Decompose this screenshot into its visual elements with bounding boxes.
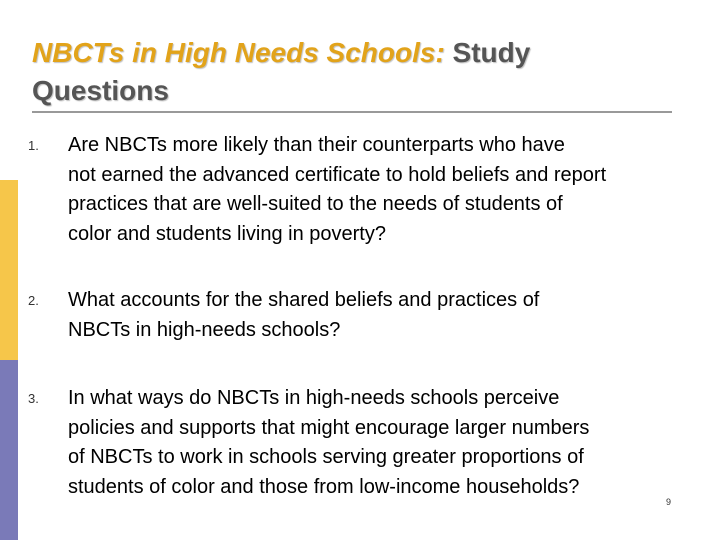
question-line: not earned the advanced certificate to hold beliefs and report: [68, 163, 607, 186]
question-line: Are NBCTs more likely than their counterparts who have: [68, 134, 565, 156]
question-text: [68, 286, 720, 345]
accent-bar-middle: [0, 180, 18, 360]
title-accent: NBCTs in High Needs Schools:: [32, 37, 445, 68]
question-line: color and students living in poverty?: [68, 222, 386, 245]
title-divider: [32, 111, 672, 113]
question-line: practices that are well-suited to the needs of students of: [68, 193, 563, 215]
question-number: 1.: [28, 138, 39, 153]
question-text: [68, 384, 720, 502]
title-rest-line2: Questions: [32, 75, 169, 106]
question-number: 2.: [28, 293, 39, 308]
question-line: policies and supports that might encourage larger numbers: [68, 416, 590, 439]
question-line: In what ways do NBCTs in high-needs schools perceive: [68, 387, 560, 409]
page-number: 9: [666, 497, 672, 507]
question-number: 3.: [28, 391, 39, 406]
slide-title: [32, 34, 672, 110]
question-text: [68, 131, 720, 249]
accent-bar-bottom: [0, 360, 18, 540]
question-line: NBCTs in high-needs schools?: [68, 318, 341, 341]
question-line: What accounts for the shared beliefs and practices of: [68, 289, 540, 311]
title-rest-line1: Study: [444, 37, 531, 68]
question-line: students of color and those from low-income households?: [68, 475, 580, 498]
question-line: of NBCTs to work in schools serving greater proportions of: [68, 446, 584, 468]
accent-bar-top: [0, 0, 18, 180]
